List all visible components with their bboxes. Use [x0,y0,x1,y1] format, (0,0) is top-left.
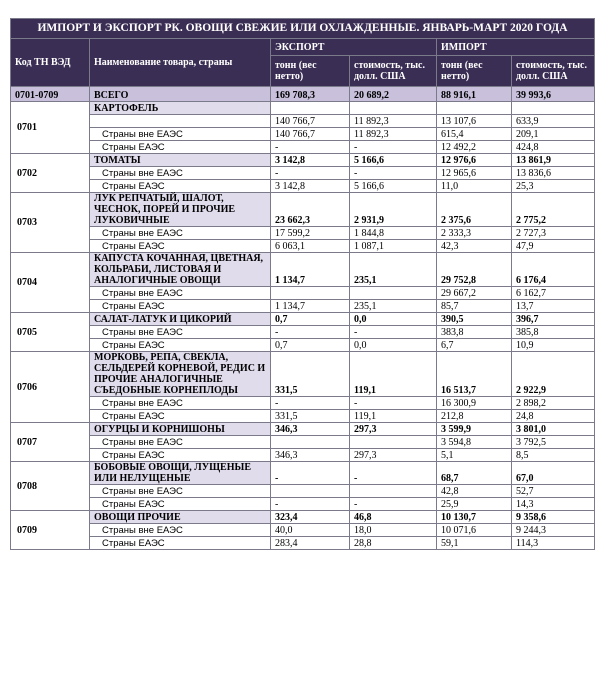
export-cost-cell: - [350,397,437,410]
export-tons-cell: 3 142,8 [271,154,350,167]
import-tons-cell: 12 976,6 [437,154,512,167]
export-tons-cell: 1 134,7 [271,253,350,287]
export-tons-cell [271,485,350,498]
import-tons-cell: 12 492,2 [437,141,512,154]
import-cost-cell: 2 727,3 [512,227,595,240]
import-tons-cell: 42,8 [437,485,512,498]
import-cost-cell: 6 176,4 [512,253,595,287]
import-tons-cell: 42,3 [437,240,512,253]
export-cost-cell: 119,1 [350,352,437,397]
export-cost-cell: - [350,167,437,180]
export-tons-cell: 1 134,7 [271,300,350,313]
table-row [11,397,595,410]
import-cost-cell: 396,7 [512,313,595,326]
product-name-cell: Страны ЕАЭС [90,537,271,550]
title-row [11,19,595,39]
export-cost-cell: 1 087,1 [350,240,437,253]
export-cost-cell: 2 931,9 [350,193,437,227]
import-cost-cell: 52,7 [512,485,595,498]
export-cost-cell [350,485,437,498]
import-cost-cell: 67,0 [512,462,595,485]
export-tons-cell: 23 662,3 [271,193,350,227]
export-cost-cell: 297,3 [350,449,437,462]
export-cost-cell: - [350,462,437,485]
hs-code-cell: 0709 [11,511,90,550]
product-name-cell: Страны вне ЕАЭС [90,397,271,410]
export-tons-cell: - [271,167,350,180]
product-name-cell: Страны ЕАЭС [90,240,271,253]
export-cost-cell: 0,0 [350,339,437,352]
product-name-cell: КАПУСТА КОЧАННАЯ, ЦВЕТНАЯ, КОЛЬРАБИ, ЛИСТОВАЯ И АНАЛОГИЧНЫЕ ОВОЩИ [90,253,271,287]
table-row [11,227,595,240]
table-row [11,300,595,313]
import-cost-cell [512,102,595,115]
import-cost-cell: 9 358,6 [512,511,595,524]
export-tons-cell [271,102,350,115]
import-cost-cell: 9 244,3 [512,524,595,537]
export-tons-cell: 0,7 [271,339,350,352]
import-tons-cell: 2 333,3 [437,227,512,240]
table-row [11,180,595,193]
total-row [11,87,595,102]
product-name-cell: ЛУК РЕПЧАТЫЙ, ШАЛОТ, ЧЕСНОК, ПОРЕЙ И ПРОЧИЕ ЛУКОВИЧНЫЕ [90,193,271,227]
export-tons-cell [271,436,350,449]
import-cost-cell: 3 801,0 [512,423,595,436]
product-name-cell: Страны вне ЕАЭС [90,524,271,537]
total-import-tons: 88 916,1 [437,87,512,102]
product-name-cell: ОГУРЦЫ И КОРНИШОНЫ [90,423,271,436]
table-row-commodity [11,154,595,167]
import-tons-cell: 10 071,6 [437,524,512,537]
hs-code-cell: 0701 [11,102,90,154]
import-tons-cell: 13 107,6 [437,115,512,128]
product-name-cell [90,115,271,128]
hs-code-cell: 0707 [11,423,90,462]
product-name-cell: КАРТОФЕЛЬ [90,102,271,115]
table-row [11,240,595,253]
export-tons-cell: 346,3 [271,423,350,436]
export-cost-cell [350,287,437,300]
export-tons-cell: - [271,326,350,339]
export-tons-cell: 283,4 [271,537,350,550]
export-cost-cell: 297,3 [350,423,437,436]
total-export-cost: 20 689,2 [350,87,437,102]
export-cost-cell [350,102,437,115]
export-tons-cell: - [271,397,350,410]
export-tons-cell: - [271,498,350,511]
total-name: ВСЕГО [90,87,271,102]
product-name-cell: Страны ЕАЭС [90,449,271,462]
export-tons-cell: 0,7 [271,313,350,326]
product-name-cell: Страны вне ЕАЭС [90,485,271,498]
export-cost-cell: 18,0 [350,524,437,537]
table-row [11,339,595,352]
import-cost-cell: 24,8 [512,410,595,423]
export-cost-cell [350,436,437,449]
export-tons-cell: 323,4 [271,511,350,524]
export-tons-cell: 140 766,7 [271,115,350,128]
export-cost-cell: 5 166,6 [350,154,437,167]
total-import-cost: 39 993,6 [512,87,595,102]
table-title: ИМПОРТ И ЭКСПОРТ РК. ОВОЩИ СВЕЖИЕ ИЛИ ОХЛАЖДЕННЫЕ. ЯНВАРЬ-МАРТ 2020 ГОДА [11,19,595,39]
trade-table [10,18,595,550]
table-row [11,128,595,141]
table-row-commodity [11,423,595,436]
import-tons-cell: 11,0 [437,180,512,193]
import-tons-cell: 5,1 [437,449,512,462]
product-name-cell: ТОМАТЫ [90,154,271,167]
import-tons-cell: 2 375,6 [437,193,512,227]
import-cost-cell: 2 898,2 [512,397,595,410]
table-row [11,287,595,300]
table-row [11,410,595,423]
export-cost-cell: 1 844,8 [350,227,437,240]
import-cost-cell: 385,8 [512,326,595,339]
import-cost-cell: 2 922,9 [512,352,595,397]
import-tons-cell: 212,8 [437,410,512,423]
header-row-top [11,39,595,56]
export-tons-cell [271,287,350,300]
import-tons-cell: 59,1 [437,537,512,550]
import-cost-cell: 3 792,5 [512,436,595,449]
header-export-tons: тонн (вес нетто) [271,56,350,87]
import-cost-cell: 13 836,6 [512,167,595,180]
import-cost-cell: 114,3 [512,537,595,550]
table-row [11,141,595,154]
import-cost-cell: 14,3 [512,498,595,511]
import-cost-cell: 633,9 [512,115,595,128]
table-row [11,449,595,462]
export-cost-cell: 0,0 [350,313,437,326]
export-cost-cell: 28,8 [350,537,437,550]
header-import-tons: тонн (вес нетто) [437,56,512,87]
export-tons-cell: 346,3 [271,449,350,462]
import-cost-cell: 6 162,7 [512,287,595,300]
header-import-cost: стоимость, тыс. долл. США [512,56,595,87]
table-row-commodity [11,511,595,524]
table-row [11,498,595,511]
import-tons-cell: 390,5 [437,313,512,326]
product-name-cell: САЛАТ-ЛАТУК И ЦИКОРИЙ [90,313,271,326]
table-row-commodity [11,313,595,326]
table-row-commodity [11,352,595,397]
import-tons-cell: 615,4 [437,128,512,141]
product-name-cell: Страны вне ЕАЭС [90,326,271,339]
hs-code-cell: 0704 [11,253,90,313]
export-tons-cell: 331,5 [271,410,350,423]
import-tons-cell: 68,7 [437,462,512,485]
product-name-cell: МОРКОВЬ, РЕПА, СВЕКЛА, СЕЛЬДЕРЕЙ КОРНЕВОЙ, РЕДИС И ПРОЧИЕ АНАЛОГИЧНЫЕ СЪЕДОБНЫЕ КОРНЕПЛОДЫ [90,352,271,397]
import-cost-cell: 13,7 [512,300,595,313]
export-cost-cell: 235,1 [350,253,437,287]
import-cost-cell: 47,9 [512,240,595,253]
import-tons-cell: 29 667,2 [437,287,512,300]
header-export: ЭКСПОРТ [271,39,437,56]
export-tons-cell: 17 599,2 [271,227,350,240]
table-row [11,436,595,449]
product-name-cell: Страны ЕАЭС [90,180,271,193]
import-tons-cell: 29 752,8 [437,253,512,287]
export-cost-cell: - [350,326,437,339]
export-cost-cell: 11 892,3 [350,128,437,141]
export-tons-cell: - [271,462,350,485]
trade-table-body [11,19,595,550]
export-tons-cell: 6 063,1 [271,240,350,253]
table-row-commodity [11,253,595,287]
export-tons-cell: 40,0 [271,524,350,537]
table-row-commodity [11,462,595,485]
table-row-commodity [11,102,595,115]
hs-code-cell: 0706 [11,352,90,423]
import-cost-cell: 2 775,2 [512,193,595,227]
import-tons-cell: 25,9 [437,498,512,511]
import-tons-cell: 6,7 [437,339,512,352]
product-name-cell: Страны ЕАЭС [90,141,271,154]
table-row [11,524,595,537]
product-name-cell: Страны вне ЕАЭС [90,436,271,449]
total-code: 0701-0709 [11,87,90,102]
export-cost-cell: - [350,498,437,511]
header-export-cost: стоимость, тыс. долл. США [350,56,437,87]
import-cost-cell: 13 861,9 [512,154,595,167]
export-cost-cell: 119,1 [350,410,437,423]
import-cost-cell: 25,3 [512,180,595,193]
import-tons-cell: 3 599,9 [437,423,512,436]
trade-table-container [10,18,594,550]
export-cost-cell: - [350,141,437,154]
product-name-cell: ОВОЩИ ПРОЧИЕ [90,511,271,524]
export-tons-cell: 140 766,7 [271,128,350,141]
import-cost-cell: 209,1 [512,128,595,141]
table-row-commodity [11,193,595,227]
table-row [11,537,595,550]
import-cost-cell: 424,8 [512,141,595,154]
hs-code-cell: 0708 [11,462,90,511]
table-row [11,115,595,128]
product-name-cell: Страны ЕАЭС [90,300,271,313]
product-name-cell: Страны вне ЕАЭС [90,227,271,240]
import-tons-cell: 3 594,8 [437,436,512,449]
import-tons-cell: 16 513,7 [437,352,512,397]
import-tons-cell [437,102,512,115]
table-row [11,167,595,180]
total-export-tons: 169 708,3 [271,87,350,102]
product-name-cell: Страны вне ЕАЭС [90,287,271,300]
product-name-cell: Страны ЕАЭС [90,339,271,352]
import-tons-cell: 12 965,6 [437,167,512,180]
import-tons-cell: 383,8 [437,326,512,339]
table-row [11,485,595,498]
hs-code-cell: 0702 [11,154,90,193]
export-cost-cell: 5 166,6 [350,180,437,193]
import-tons-cell: 16 300,9 [437,397,512,410]
import-tons-cell: 10 130,7 [437,511,512,524]
product-name-cell: Страны вне ЕАЭС [90,128,271,141]
hs-code-cell: 0705 [11,313,90,352]
import-cost-cell: 10,9 [512,339,595,352]
header-import: ИМПОРТ [437,39,595,56]
export-cost-cell: 11 892,3 [350,115,437,128]
export-tons-cell: 3 142,8 [271,180,350,193]
product-name-cell: Страны вне ЕАЭС [90,167,271,180]
import-cost-cell: 8,5 [512,449,595,462]
export-tons-cell: 331,5 [271,352,350,397]
product-name-cell: БОБОВЫЕ ОВОЩИ, ЛУЩЕНЫЕ ИЛИ НЕЛУЩЕНЫЕ [90,462,271,485]
import-tons-cell: 85,7 [437,300,512,313]
export-cost-cell: 46,8 [350,511,437,524]
hs-code-cell: 0703 [11,193,90,253]
table-row [11,326,595,339]
export-cost-cell: 235,1 [350,300,437,313]
product-name-cell: Страны ЕАЭС [90,498,271,511]
header-name: Наименование товара, страны [90,39,271,87]
product-name-cell: Страны ЕАЭС [90,410,271,423]
header-code: Код ТН ВЭД [11,39,90,87]
export-tons-cell: - [271,141,350,154]
